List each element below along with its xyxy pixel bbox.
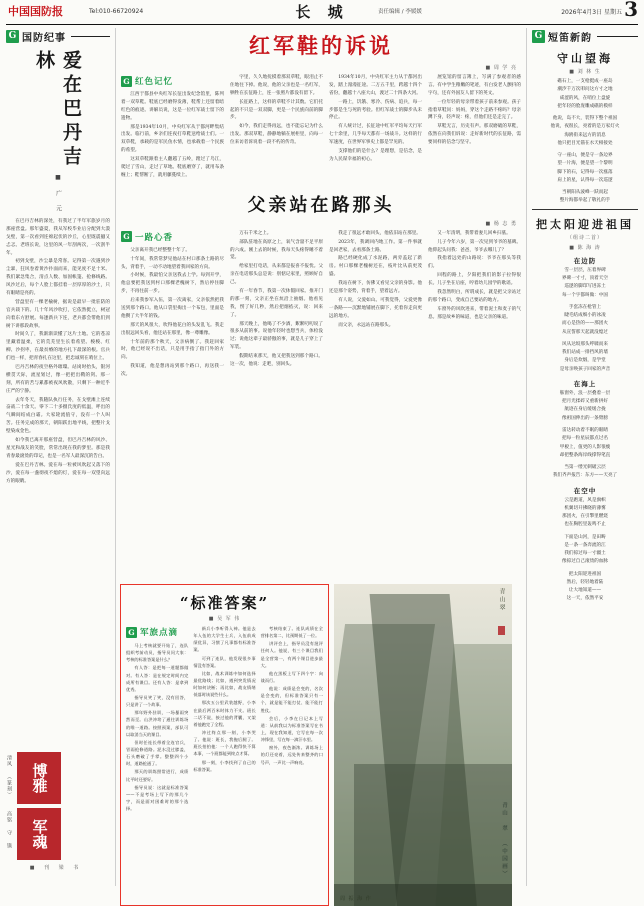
paragraph: 他说：成绩是会变的，名次是会变的，但标准答案只有一个，就是能不能打仗、能不能打胜仗。 (260, 686, 323, 713)
paragraph: 而父亲，永远站在路那头。 (338, 322, 394, 328)
paragraph: 后来我参军入伍，第一次离家，父亲依然把我送到那个路口。他从口袋里掏出一个布包，里面是他攒了大半年的钱。 (121, 298, 224, 319)
paragraph: 一位年轻的母亲带着孩子前来参观。孩子指着草鞋问：妈妈，穿这个走路不疼吗？母亲蹲下身，轻声说：疼，但他们还是走完了。 (428, 99, 521, 121)
poem-line: 像祖国伸出的一条臂膀 (562, 415, 608, 421)
section-name: 一路心香 (135, 232, 174, 243)
poem-line: 潮汐千万次叩问这方寸之地 (557, 87, 613, 93)
poem-body-sea (532, 390, 638, 481)
feature3-col1-wrap (126, 625, 188, 813)
paragraph: 初到戈壁，沙尘暴是常客。记得第一次遇到沙尘暴，狂风卷着黄沙扑面而来，能见度不足十米。我们紧急集合，清点人数、加固帐篷、抢修线路。风沙过后，每个人脸上都挂着一层厚厚的沙土，只有眼睛是亮的。 (6, 259, 110, 297)
paragraph: 有人说，父爱如山。可我觉得，父爱更像一条路——沉默地铺展在脚下，托着你走向更远的地方。 (329, 297, 422, 319)
section-name: 国防纪事 (22, 33, 66, 44)
poem-part-heading-border: 在边防 (573, 256, 597, 265)
paragraph: 我走了很远才敢回头，他依旧站在那里。 (338, 230, 421, 236)
poem-line: 当第一缕光刺破云层 (564, 465, 606, 471)
article-body-badanjilin (6, 218, 110, 485)
paragraph: 他在黑板上写下四个字：向战而行。 (260, 670, 323, 683)
paragraph: 新兵小李听得入神。他是去年入伍的大学生士兵，入伍前成绩优异，习惯了凡事都有标准答案。 (193, 626, 256, 653)
byline-red-army-shoes: ■ 周 学 亮 (485, 65, 517, 71)
paragraph: 给家里打电话，从来都是报喜不报忧。父亲在电话那头总是说：别惦记家里，照顾好自己。 (230, 264, 323, 286)
paragraph: 讲评会上，指导员没有批评任何人。他说，有三个课目我们是全营第一，有两个课目进步最大。 (260, 641, 323, 668)
poem-line: 下面是山河，是田畴 (564, 534, 606, 540)
seal-row (6, 808, 106, 860)
paragraph: 有人答：是把每一道题都做对。有人答：是在规定时间内完成所有课目。还有人答：是拿到优秀。 (126, 665, 189, 692)
seal-stamp-2: 军魂 (17, 808, 61, 860)
feature1-col1-wrap (121, 74, 224, 181)
poem-line: 当朝阳从波峰一跃而起 (562, 190, 608, 196)
poem-part-heading-air: 在空中 (573, 486, 597, 495)
newspaper-logo: 中国国防报 (8, 5, 63, 18)
poem-line: 身后是炊烟，是学堂 (564, 358, 606, 364)
paragraph: 去年冬天，我随队执行任务，在戈壁滩上连续奋战二十余天。零下二十多摄氏度的低温，呼出的气瞬间结成白霜。大家轮流值守，没有一个人叫苦。任务完成的那天，朝阳跃出地平线，把整片戈壁染成金色。 (6, 397, 110, 435)
poem-line: 每一个字都叫做：中国 (562, 292, 608, 298)
feature2-column-1 (121, 247, 224, 379)
poem-line: 我们齐声报告：东方——天亮了 (552, 473, 618, 479)
flag-mark-icon: G (121, 76, 132, 87)
seal-caption-2: 高铭 守 镌 (6, 811, 12, 849)
poem-line: 雪一层层，压着界碑 (564, 267, 606, 273)
paragraph: 路已经硬化成了水泥路，两旁盖起了新房。村口那棵老槐树还在，枝叶比从前更茂盛。 (329, 256, 422, 278)
paragraph: 草鞋无言，历史有声。那双磨破的草鞋，依然在向我们诉说：走好新时代的长征路，需要同样的信念与坚守。 (428, 124, 521, 146)
paragraph: 有一年春节，我第一次休假回家。推开门的那一刻，父亲正坐在炕沿上抽烟。他看见我，愣了好几秒，然后把烟掐灭，说：回来了。 (230, 289, 323, 318)
flag-mark-icon: G (532, 30, 545, 43)
poem-line: 舷窗外，浪一层叠着一层 (559, 390, 611, 396)
poem-line: 甲板上，值更的人影很瘦 (559, 444, 611, 450)
poem-body-air (532, 497, 638, 604)
feature2-column-2 (230, 230, 323, 380)
paragraph: 但时任连长带着全连官兵，冒雨抢修道路。泥水没过膝盖，石头磨破了手掌。整整四个小时，道路抢通了。 (126, 739, 189, 767)
poem-title-guard-mountain-sea: 守山望海 (557, 52, 613, 65)
flag-rule (597, 36, 638, 37)
paragraph: 那是1934年10月，中央红军从于都河畔集结出发。临行前，乡亲们连夜打草鞋送给战士们。一双草鞋，承载的是军民鱼水情，也承载着一个民族的希望。 (121, 124, 224, 154)
poem-line: 风从达坂那头呼啸而来 (562, 341, 608, 347)
poem-line: 界碑一寸寸，顶着天空 (562, 275, 608, 281)
paragraph: 如今我已离开那座营盘，但巴丹吉林的风沙、星光和战友的笑脸，常常出现在我的梦里。那是我青春最滚烫的印记，也是一名军人最深沉的告白。 (6, 438, 110, 459)
paragraph: 支撑他们的是什么？是理想，是信念，是为人民谋幸福的初心。 (329, 149, 422, 162)
poem-line: 海鸥衔来远方的消息 (564, 132, 606, 138)
poem-line: 手套冻在枪管上 (568, 304, 602, 310)
poem-line: 巡逻的脚印写进冻土 (564, 284, 606, 290)
paragraph: 那一刻，小李找到了自己的标准答案。 (193, 759, 256, 772)
paragraph: 我站在树下，仿佛又看见父亲的身影。他还是那个姿势，背着手，望着远方。 (329, 281, 422, 295)
paragraph: 儿子今年六岁，第一次见到爷爷的墓碑。他仰起头问我：爸爸，爷爷去哪儿了？ (428, 239, 521, 253)
paragraph: 假期结束那天，他又把我送到那个路口。这一次，他说：走吧，别回头。 (230, 354, 323, 368)
byline-standard-answer: ■ 吴 军 伟 (208, 616, 241, 622)
paragraph: 小时候，我最怕父亲送我去上学。每到开学，他总要把我送到村口那棵老槐树下，然后停住脚步，不再往前一步。 (121, 273, 224, 295)
feature1-column-2 (230, 74, 323, 181)
paragraph: 那天晚上，他喝了不少酒，絮絮叨叨说了很多从前的事。说他年轻时也想当兵，体检没过；说他这辈子最骄傲的事，就是儿子穿上了军装。 (230, 321, 323, 351)
masthead (6, 0, 638, 25)
feature2-col1-wrap (121, 230, 224, 380)
paragraph: 马上考核就要开始了，连队组织考前动员，指导员问大家：考核的标准答案是什么？ (126, 643, 189, 663)
painting-green-mountains (334, 584, 512, 906)
paragraph: 我指着远处的山路说：爷爷在那头等我们。 (428, 256, 521, 270)
paragraph: 那天的风很大，吹得他花白的头发乱飞。我走出很远回头看，他还站在那里，像一尊雕像。 (121, 322, 224, 336)
feature1-column-4 (428, 74, 521, 181)
responsible-editor: 责任编辑 / 李媛媛 (378, 9, 422, 15)
poem-line: 把太阳迎进祖国 (568, 571, 602, 577)
poem-title-welcome-sun: 把太阳迎进祖国 (536, 217, 634, 231)
column-grid (6, 25, 638, 902)
poem-line: 把月光揉碎又重新拼好 (562, 399, 608, 405)
paragraph: 那天的训练照常进行，成绩比平时还要好。 (126, 769, 189, 782)
paragraph: 2023年，我调回内地工作。第一件事就是回老家，去看那条土路。 (329, 239, 422, 253)
poem-line: 脚下的石，记得每一次涨落 (557, 169, 613, 175)
poem-line: 机翼切开拂晓的薄雾 (564, 505, 606, 511)
paragraph: 有人统计过，长征途中红军平均每天行军七十余里，几乎每天都有一场战斗。这样的行军速度，在世界军事史上都是罕见的。 (329, 124, 422, 146)
paragraph: 长征路上，这样的草鞋不计其数。它们托起的不只是一双双脚，更是一个民族向前的脚步。 (230, 99, 323, 121)
paragraph: 如今，我们走得再远，也不能忘记为什么出发。那双草鞋，静静地躺在展柜里，向每一位来访者诉说着一段不朽的传奇。 (230, 124, 323, 146)
poem-line: 雷达转动着不眠的眼睛 (562, 427, 608, 433)
paragraph: 冲过终点那一刻，小李哭了。他说：班长，我拖后腿了。班长拍拍他：一个人跑得快不算本事，一个班都能到终点才算。 (193, 729, 256, 757)
left-column (6, 28, 116, 886)
poem-byline: ■ 陈 海 涛 (569, 244, 601, 251)
poem-line: 咸涩的风，在哨位上盘旋 (559, 95, 611, 101)
paragraph: 十年前的那个秋天，父亲病倒了。我赶回家时，他已经说不出话，只是用手指了指门外的方向。 (121, 339, 224, 361)
feature2-column-3 (329, 230, 422, 380)
paragraph: 巴丹吉林的夜空格外璀璨。站岗时抬头，银河横贯天际，流星划过，像一把把出鞘的剑。那一刻，所有的苦与累都被夜风吹散，只剩下一种近乎庄严的宁静。 (6, 365, 110, 394)
feature3-column-1 (126, 642, 188, 812)
paragraph: 这双草鞋跟着主人翻越了五岭，蹚过了乌江，爬过了雪山，走过了草地。鞋底磨穿了，就用布条缠上；鞋帮断了，就用藤蔓续上。 (121, 157, 224, 178)
paragraph: 指导员说：这就是标准答案——不是考场上写下的那几个字，而是面对困难时的那个选择。 (126, 784, 189, 812)
flag-mark-icon: G (6, 30, 19, 43)
poem-line: 却把整条海岸线撑得笔直 (559, 452, 611, 458)
poem-line: 把每一粒星辰都点过名 (562, 436, 608, 442)
feature2-column-4 (428, 230, 521, 380)
poem-line: 而心是热的——那团火 (562, 321, 608, 327)
seal-row (6, 752, 106, 804)
poem-line: 望一片海，便是望一个黎明 (557, 161, 613, 167)
poem-line: 这一天，依然平安 (566, 596, 604, 602)
poem-line: 从宣誓那天起就没熄过 (562, 329, 608, 335)
flag-mark-icon: G (126, 627, 137, 638)
middle-column (116, 28, 526, 902)
section-name: 军旅点滴 (140, 628, 179, 638)
paragraph: 窗外，夜色渐浓。训练场上的灯还亮着，远处传来整齐的口号声，一声比一声响亮。 (260, 745, 323, 765)
poem-line: 他说，夜很长，亮着的是万家灯火 (550, 124, 620, 130)
paragraph: 考核结束了。连队成绩在全营排名第二，比预期低了一位。 (260, 626, 323, 639)
paragraph: 父亲离开我已经整整十年了。 (130, 247, 190, 253)
paragraph: 我忽然明白，所谓成长，就是把父亲站过的那个路口，变成自己要站的地方。 (428, 290, 521, 303)
flag-mark-icon: G (121, 231, 132, 242)
paragraph: 部队驻地在高原之上，氧气含量不足平原的六成。刚上去的时候，我每天头疼得睡不着觉。 (230, 239, 323, 261)
feature3-column-3 (261, 625, 323, 813)
painting-caption: 周 振 海 作 (340, 896, 372, 902)
paragraph: 会后，小李在日记本上写道：从前我以为标准答案写在书上，现在我知道，它写在每一次冲锋里，写在每一滴汗水里。 (260, 715, 323, 743)
headline-standard-answer: “标准答案” (179, 594, 270, 612)
paragraph: 那年野外驻训，一场暴雨突然而至。山洪冲垮了通往训练场的唯一道路。按照预案，部队可以取消当天的课目。 (126, 710, 189, 737)
poem-line: 那团火，在引擎里燃烧 (562, 514, 608, 520)
page-title: 长 城 (295, 2, 349, 21)
paragraph: 指导员笑了笑，没有回答，只是讲了一个故事。 (126, 694, 189, 708)
poem-line: 把年轻的脸庞雕成礁的模样 (557, 103, 613, 109)
section-name: 红色记忆 (135, 77, 174, 87)
painting-signature: 青山翠 (498, 588, 505, 612)
poem-line: 守一座山，便是守一条边界 (557, 153, 613, 159)
poem-body-guard-mountain-sea (532, 78, 638, 206)
paragraph: 在巴丹吉林的深处，有我过了半年军旅岁月的那座营盘。那年盛夏，我从军校毕业后分配到大漠戈壁，第一次看到连绵起伏的沙丘，心里既震撼又忐忑。老班长说，这里的风一年刮两次，一次刮半年。 (6, 219, 110, 256)
poem-line: 整片海都举起了敬礼的手 (559, 198, 611, 204)
seal-caption-1: 清风 （篆刻） (6, 755, 12, 798)
paragraph: 十年间，我常常梦见他站在村口那条土路的尽头，背着手，一动不动地望着我回家的方向。 (121, 256, 224, 270)
poem-line: 他只把目光锚在水天相接处 (557, 140, 613, 146)
poem-line: 让大地知道—— (568, 588, 602, 594)
right-column (526, 28, 638, 886)
paragraph: 我知道，他是想再站到那个路口，再送我一次。 (121, 364, 224, 378)
poem-line: 礁石上，一支枪挺成一座岛 (557, 79, 613, 84)
section-flag-defense-chronicle (6, 29, 110, 44)
paragraph: 车窗外的风吹进来，带着泥土和麦子的气息。那是故乡的味道，也是父亲的味道。 (428, 306, 521, 320)
section-flag-new-rhymes (532, 29, 638, 44)
headline-father-road: 父亲站在路那头 (247, 194, 395, 216)
poem-line: 然后，轻轻地着陆 (566, 579, 604, 585)
feature1-column-1 (121, 91, 224, 180)
divider (532, 209, 638, 210)
poem-line: 是母亲唤孩子回家的声音 (559, 366, 611, 372)
highlighted-article-standard-answer (120, 584, 329, 906)
feature3-column-2 (193, 625, 255, 813)
section-name: 短笛新韵 (548, 33, 592, 44)
paragraph: 营盘里有一棵老榆树，据说是最早一批驻防的官兵栽下的。几十年风沙吹打，它依然挺立，树冠向着东方舒展。每逢新兵下连，老兵都会带他们到树下讲那段故事。 (6, 299, 110, 329)
paragraph: 展览馆的留言簿上，写满了参观者的感言。有中学生稚嫩的笔迹，有白发老人颤抖的字句，还有外国友人留下的英文。 (428, 75, 521, 96)
article-byline: ■ 广 元 (54, 174, 62, 212)
poem-part-heading-sea: 在海上 (573, 379, 597, 388)
section-flag-heart-fragrance (121, 231, 224, 243)
paragraph: 字里，久久地抚摸着那双草鞋，眼泪止不住地往下掉。他说，他的父亲也是一名红军，牺牲在长征路上，连一张照片都没有留下。 (230, 75, 323, 96)
section-flag-red-memory (121, 75, 224, 87)
headline-red-army-shoes: 红军鞋的诉说 (249, 33, 393, 58)
poem-line: 肩上的星，认得每一次巡逻 (557, 177, 613, 183)
paragraph: 江西于都县中央红军长征出发纪念馆里，陈列着一双草鞋。鞋底已经磨得发薄，鞋帮上还留着暗红色的痕迹。讲解员说，这是一位红军战士留下的遗物。 (121, 92, 224, 121)
publication-date: 2026年4月3日 星期五 (561, 8, 622, 16)
article-title-badanjilin: 爱在巴丹吉林 (33, 50, 82, 170)
paragraph: 又一年清明，我带着妻儿回乡扫墓。 (437, 230, 511, 236)
poem-line: 航迹在身后缓缓合拢 (564, 407, 606, 413)
paragraph: 可到了连队，他发现很多事情没有答案。 (193, 655, 256, 668)
paragraph: 万石千米之上。 (239, 230, 272, 236)
painting-seal-icon (498, 626, 505, 635)
masthead-tel: Tel:010-66720924 (89, 7, 144, 15)
flag-rule (71, 36, 110, 37)
section-flag-military-moments (126, 626, 188, 638)
paragraph: 那次五公里武装越野，小李在最后两百米时体力不支。班长二话不说，接过他的背囊，又架着他跑完了全程。 (193, 700, 256, 727)
poem-line: 他说，岛不大，装得下整个祖国 (552, 116, 618, 122)
painting-label: 青山 翠 （中国画） (501, 802, 507, 878)
seal-stamp-1: 博雅 (17, 752, 61, 804)
feature1-column-3 (329, 74, 422, 181)
page-number: 3 (624, 0, 638, 21)
paragraph: 回程的路上，夕阳把我们的影子拉得很长。儿子坐在后座，哼着幼儿园学的歌谣。 (428, 273, 521, 287)
paragraph: 1934年10月，中央红军主力从于都河出发，踏上漫漫征途。二万五千里，跨越十四个省份，翻越十八座大山，渡过二十四条大河。 (329, 75, 422, 96)
poem-line: 我们站成一排挡风的墙 (562, 350, 608, 356)
seal-footer: ■ 刊 梁 书 (29, 865, 83, 871)
poem-line: 也在胸腔里轰鸣不止 (564, 522, 606, 528)
paragraph: 一路上，饥饿、寒冷、伤病、追兵，每一步都是生与死的考验。但红军战士的脚步从未停止。 (329, 99, 422, 121)
poem-line: 我们掠过每一寸疆土 (564, 551, 606, 557)
poem-line: 像掠过自己滚烫的血脉 (562, 559, 608, 565)
paragraph: 时间久了，我渐渐读懂了这片土地。它的苍凉里藏着温柔，它的荒芜里生长着希望。梭梭、红柳、沙拐枣，在最贫瘠的地方扎下最深的根。官兵们也一样，把青春扎在这里，把忠诚刻在哨位上。 (6, 332, 110, 362)
byline-father-road: ■ 杨 志 勇 (485, 220, 517, 227)
poem-subtitle: （组诗二首） (566, 234, 603, 241)
paragraph: 比如，战术训练中如何选择最优路线；比如，遇到突发情况时如何决断；再比如，战友情绪低落时该说些什么。 (193, 670, 256, 698)
seal-artwork (6, 752, 106, 871)
poem-byline: ■ 刘 林 生 (569, 69, 601, 75)
poem-line: 云是跑道，风是旗帜 (564, 497, 606, 503)
poem-line: 睫毛结成细小的冰凌 (564, 313, 606, 319)
poem-line: 是一条一条奔流的江 (564, 542, 606, 548)
paragraph: 爱在巴丹吉林。爱在每一粒被风吹起又落下的沙，爱在每一盏彻夜不熄的灯，爱在每一双望向远方的眼睛。 (6, 462, 110, 484)
poem-body-border (532, 267, 638, 374)
